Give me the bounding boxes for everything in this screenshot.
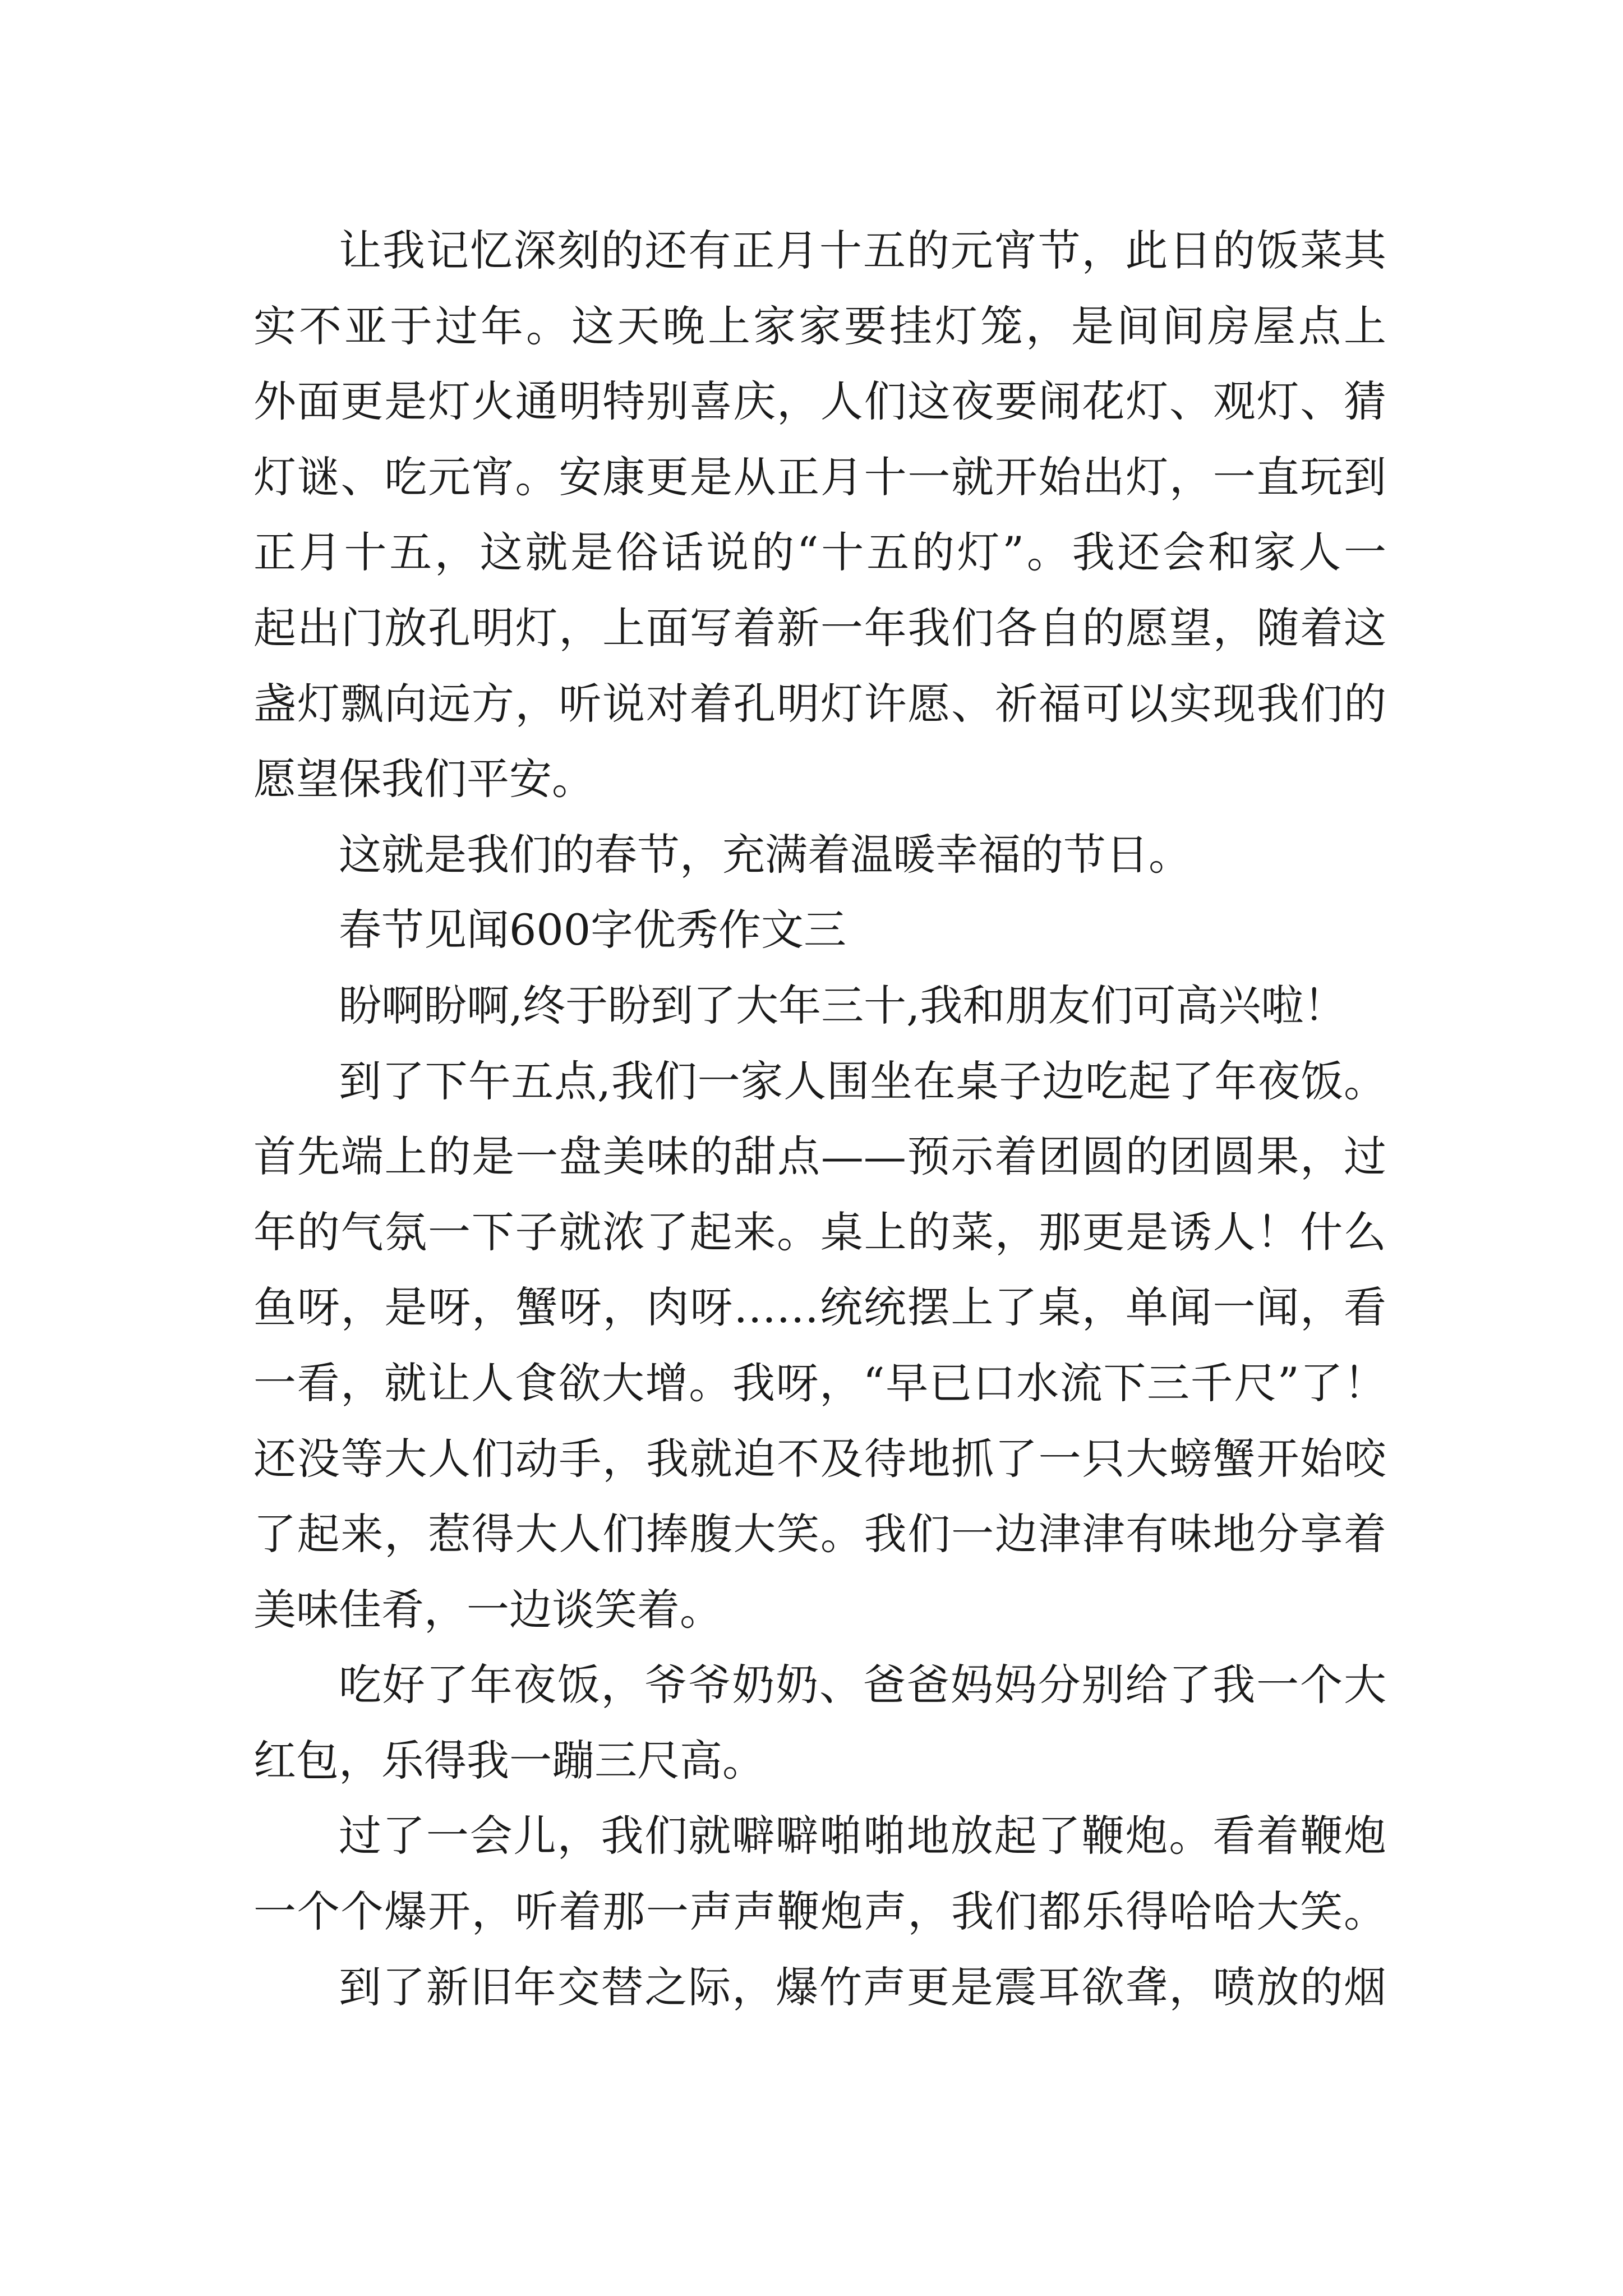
text-line: 这就是我们的春节，充满着温暖幸福的节日。 <box>339 829 1191 880</box>
text-line: 红包，乐得我一蹦三尺高。 <box>253 1735 765 1786</box>
text-line: 盼啊盼啊,终于盼到了大年三十,我和朋友们可高兴啦！ <box>339 980 1347 1030</box>
text-line: 盏灯飘向远方，听说对着孔明灯许愿、祈福可以实现我们的 <box>253 678 1386 729</box>
text-line: 还没等大人们动手，我就迫不及待地抓了一只大螃蟹开始咬 <box>253 1433 1386 1484</box>
text-line: 吃好了年夜饭，爷爷奶奶、爸爸妈妈分别给了我一个大 <box>339 1660 1386 1710</box>
text-line: 到了新旧年交替之际，爆竹声更是震耳欲聋，喷放的烟 <box>339 1962 1386 2012</box>
text-line: 过了一会儿，我们就噼噼啪啪地放起了鞭炮。看着鞭炮 <box>339 1811 1386 1861</box>
text-line: 让我记忆深刻的还有正月十五的元宵节，此日的饭菜其 <box>339 226 1386 275</box>
text-line: 首先端上的是一盘美味的甜点——预示着团圆的团圆果，过 <box>253 1131 1386 1182</box>
text-line: 实不亚于过年。这天晚上家家要挂灯笼，是间间房屋点上 <box>253 301 1386 351</box>
text-line: 正月十五，这就是俗话说的“十五的灯”。我还会和家人一 <box>253 527 1386 578</box>
text-line: 年的气氛一下子就浓了起来。桌上的菜，那更是诱人！什么 <box>253 1207 1386 1257</box>
text-line: 起出门放孔明灯，上面写着新一年我们各自的愿望，随着这 <box>253 602 1386 653</box>
text-line: 鱼呀，是呀，蟹呀，肉呀……统统摆上了桌，单闻一闻，看 <box>253 1282 1386 1333</box>
body-text <box>253 213 1386 2025</box>
text-line: 外面更是灯火通明特别喜庆，人们这夜要闹花灯、观灯、猜 <box>253 376 1386 427</box>
text-line: 了起来，惹得大人们捧腹大笑。我们一边津津有味地分享着 <box>253 1509 1386 1559</box>
text-line: 一看，就让人食欲大增。我呀，“早已口水流下三千尺”了！ <box>253 1358 1386 1408</box>
text-line: 愿望保我们平安。 <box>253 754 594 804</box>
text-line: 到了下午五点,我们一家人围坐在桌子边吃起了年夜饭。 <box>339 1056 1386 1106</box>
text-line: 灯谜、吃元宵。安康更是从正月十一就开始出灯，一直玩到 <box>253 452 1386 502</box>
text-line: 一个个爆开，听着那一声声鞭炮声，我们都乐得哈哈大笑。 <box>253 1887 1386 1937</box>
text-line: 美味佳肴，一边谈笑着。 <box>253 1584 722 1635</box>
section-heading: 春节见闻600字优秀作文三 <box>339 905 847 955</box>
